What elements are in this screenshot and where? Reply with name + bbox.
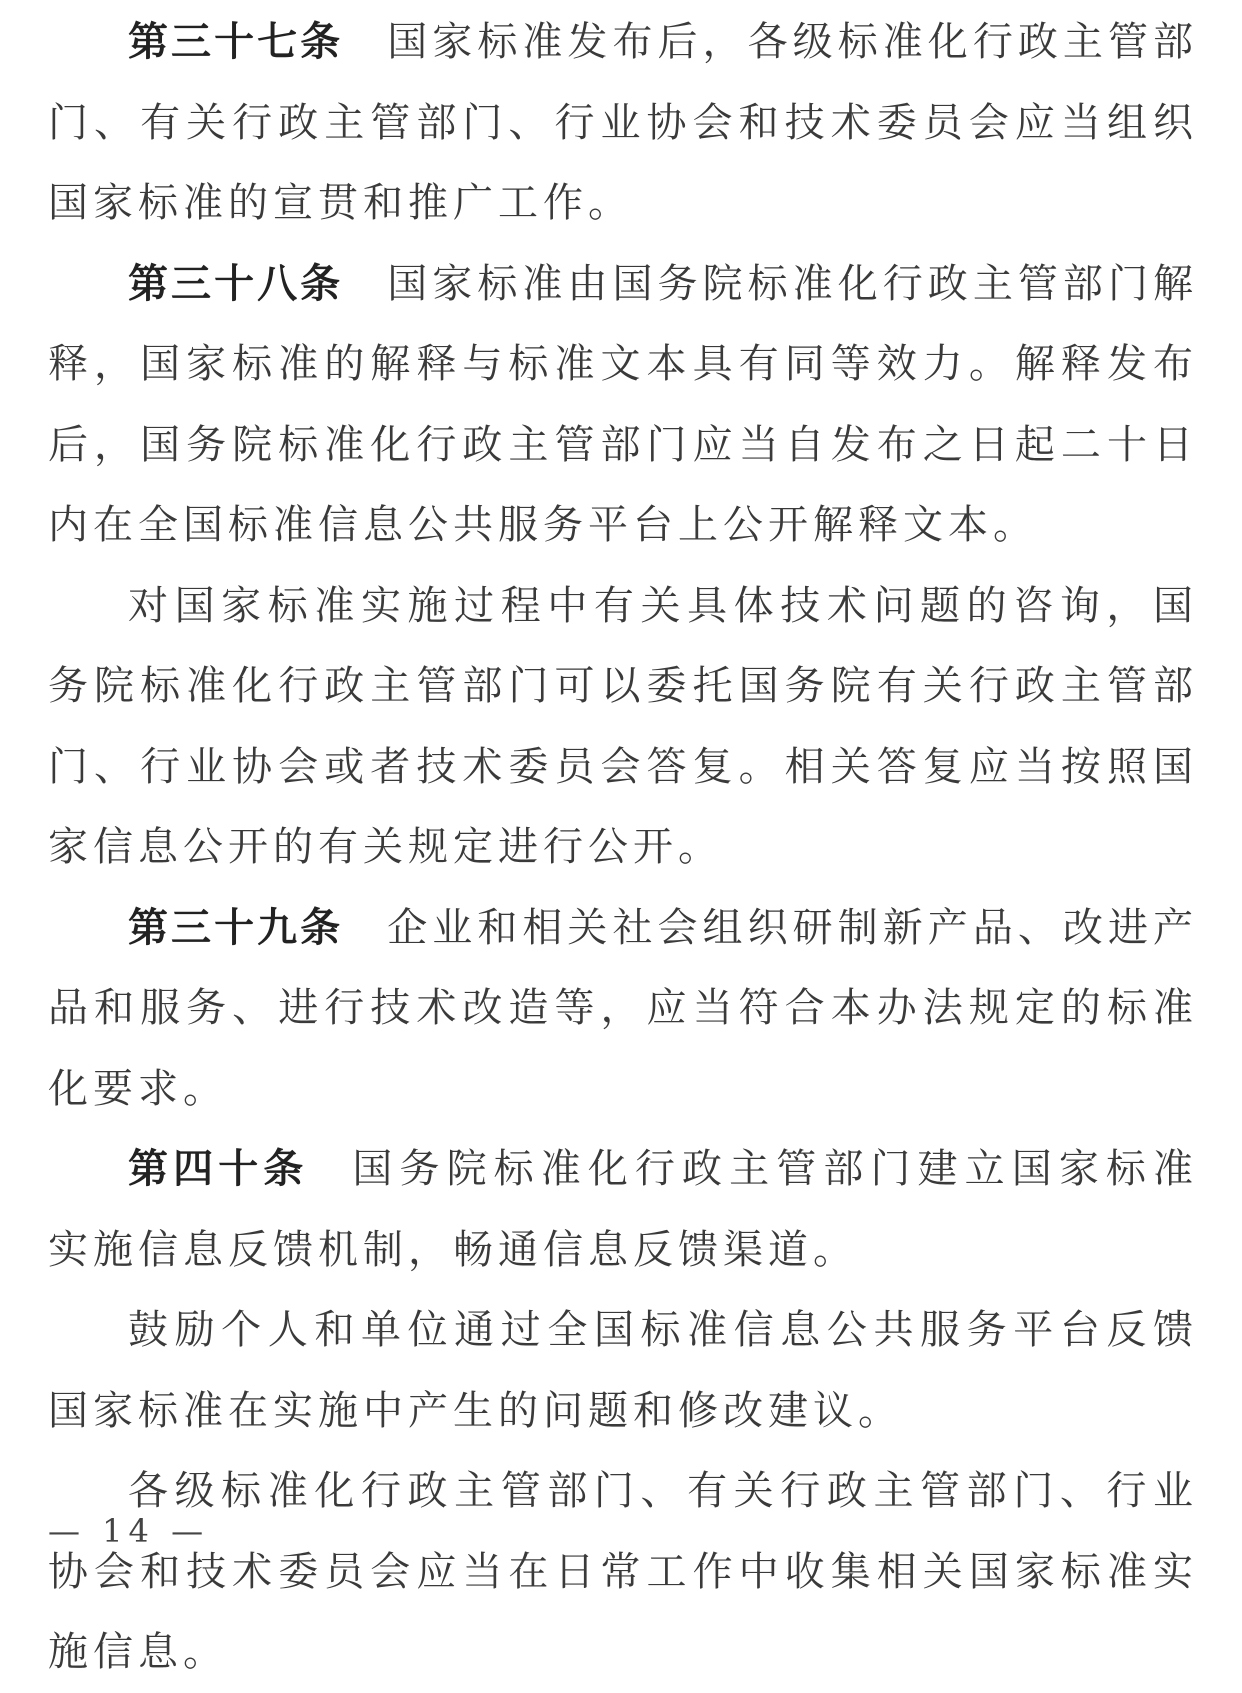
article-40-feedback-paragraph: [48, 1290, 1198, 1451]
article-38-consultation-text: 对国家标准实施过程中有关具体技术问题的咨询，国务院标准化行政主管部门可以委托国务院有关行政主管部门、行业协会或者技术委员会答复。相关答复应当按照国家信息公开的有关规定进行公开。: [48, 582, 1198, 870]
article-37-text: 国家标准发布后，各级标准化行政主管部门、有关行政主管部门、行业协会和技术委员会应当组织国家标准的宣贯和推广工作。: [48, 19, 1199, 226]
article-40-paragraph: [48, 1129, 1198, 1290]
article-39-text: 企业和相关社会组织研制新产品、改进产品和服务、进行技术改造等，应当符合本办法规定的标准化要求。: [48, 904, 1199, 1112]
article-38-number: 第三十八条: [128, 260, 344, 307]
article-39-number: 第三十九条: [128, 904, 344, 951]
article-37-number: 第三十七条: [128, 19, 344, 65]
article-40-text: 国务院标准化行政主管部门建立国家标准实施信息反馈机制，畅通信息反馈渠道。: [48, 1146, 1199, 1273]
article-40-collection-text: 各级标准化行政主管部门、有关行政主管部门、行业协会和技术委员会应当在日常工作中收集相关国家标准实施信息。: [48, 1468, 1198, 1675]
article-39-paragraph: [48, 888, 1198, 1130]
article-40-number: 第四十条: [128, 1146, 309, 1192]
article-40-collection-paragraph: [48, 1451, 1198, 1693]
document-body: [48, 2, 1198, 1693]
article-37-paragraph: [48, 2, 1198, 244]
article-38-text: 国家标准由国务院标准化行政主管部门解释，国家标准的解释与标准文本具有同等效力。解释发布后，国务院标准化行政主管部门应当自发布之日起二十日内在全国标准信息公共服务平台上公开解释文本。: [48, 260, 1199, 548]
article-38-consultation-paragraph: [48, 566, 1198, 888]
article-38-paragraph: [48, 244, 1198, 566]
article-40-feedback-text: 鼓励个人和单位通过全国标准信息公共服务平台反馈国家标准在实施中产生的问题和修改建议。: [48, 1307, 1198, 1434]
page-number: — 14 —: [48, 1512, 210, 1550]
